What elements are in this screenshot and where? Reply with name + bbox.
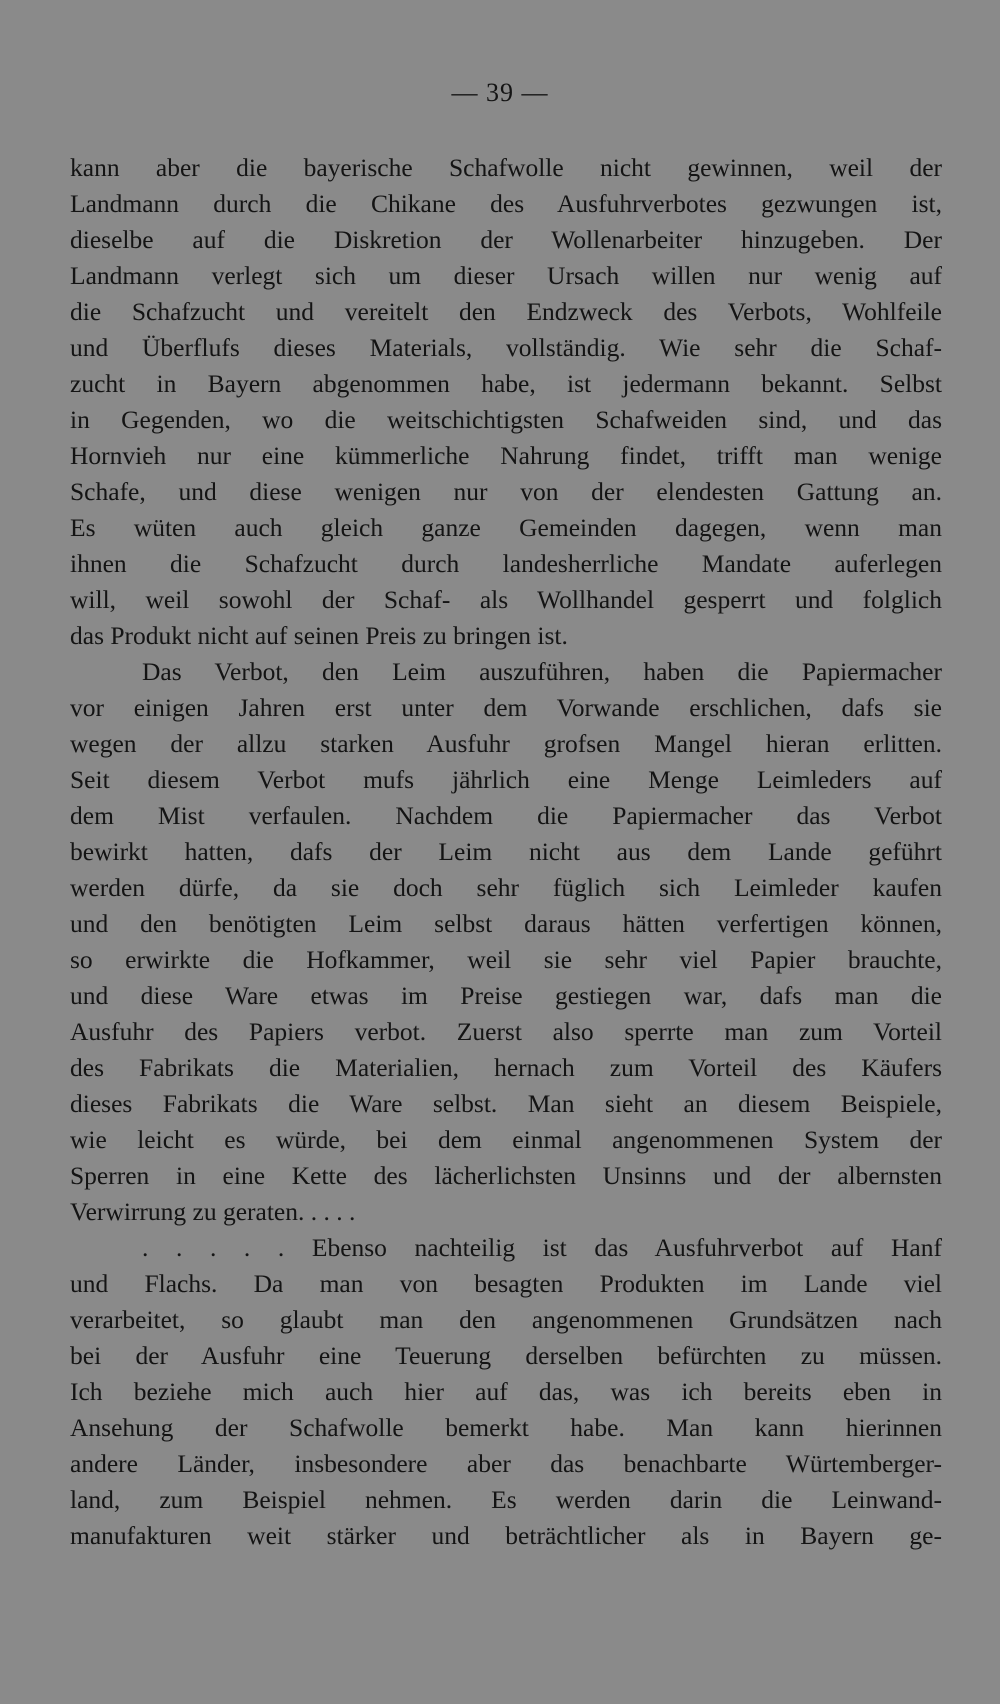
- text-line: bei der Ausfuhr eine Teuerung derselben befürchten zu müssen.: [70, 1341, 942, 1370]
- text-line: Es wüten auch gleich ganze Gemeinden dagegen, wenn man: [70, 513, 942, 542]
- text-line: das Produkt nicht auf seinen Preis zu bringen ist.: [70, 621, 568, 650]
- text-line: so erwirkte die Hofkammer, weil sie sehr viel Papier brauchte,: [70, 945, 942, 974]
- text-line: will, weil sowohl der Schaf- als Wollhandel gesperrt und folglich: [70, 585, 942, 614]
- text-line: Ausfuhr des Papiers verbot. Zuerst also sperrte man zum Vorteil: [70, 1017, 942, 1046]
- text-line: wegen der allzu starken Ausfuhr grofsen Mangel hieran erlitten.: [70, 729, 942, 758]
- text-line: dieselbe auf die Diskretion der Wollenarbeiter hinzugeben. Der: [70, 225, 942, 254]
- text-line: des Fabrikats die Materialien, hernach zum Vorteil des Käufers: [70, 1053, 942, 1082]
- text-line: dieses Fabrikats die Ware selbst. Man sieht an diesem Beispiele,: [70, 1089, 942, 1118]
- text-line: und diese Ware etwas im Preise gestiegen war, dafs man die: [70, 981, 942, 1010]
- text-line: werden dürfe, da sie doch sehr füglich sich Leimleder kaufen: [70, 873, 942, 902]
- text-line: andere Länder, insbesondere aber das benachbarte Würtemberger-: [70, 1449, 942, 1478]
- text-line: wie leicht es würde, bei dem einmal angenommenen System der: [70, 1125, 942, 1154]
- text-line: ihnen die Schafzucht durch landesherrliche Mandate auferlegen: [70, 549, 942, 578]
- text-line: in Gegenden, wo die weitschichtigsten Schafweiden sind, und das: [70, 405, 942, 434]
- text-line: Ansehung der Schafwolle bemerkt habe. Man kann hierinnen: [70, 1413, 942, 1442]
- text-line: und Flachs. Da man von besagten Produkten im Lande viel: [70, 1269, 942, 1298]
- text-line: Hornvieh nur eine kümmerliche Nahrung findet, trifft man wenige: [70, 441, 942, 470]
- text-line: zucht in Bayern abgenommen habe, ist jedermann bekannt. Selbst: [70, 369, 942, 398]
- text-line: Seit diesem Verbot mufs jährlich eine Menge Leimleders auf: [70, 765, 942, 794]
- text-line: manufakturen weit stärker und beträchtlicher als in Bayern ge-: [70, 1521, 942, 1550]
- text-line: Schafe, und diese wenigen nur von der elendesten Gattung an.: [70, 477, 942, 506]
- text-line: dem Mist verfaulen. Nachdem die Papiermacher das Verbot: [70, 801, 942, 830]
- text-line: und Überflufs dieses Materials, vollständig. Wie sehr die Schaf-: [70, 333, 942, 362]
- text-line: vor einigen Jahren erst unter dem Vorwande erschlichen, dafs sie: [70, 693, 942, 722]
- text-line: Ich beziehe mich auch hier auf das, was ich bereits eben in: [70, 1377, 942, 1406]
- text-line: die Schafzucht und vereitelt den Endzweck des Verbots, Wohlfeile: [70, 297, 942, 326]
- text-line: und den benötigten Leim selbst daraus hätten verfertigen können,: [70, 909, 942, 938]
- text-line: Verwirrung zu geraten. . . . .: [70, 1197, 356, 1226]
- page-number: — 39 —: [451, 78, 549, 107]
- text-line: verarbeitet, so glaubt man den angenommenen Grundsätzen nach: [70, 1305, 942, 1334]
- text-line: . . . . . Ebenso nachteilig ist das Ausfuhrverbot auf Hanf: [142, 1233, 942, 1262]
- text-line: bewirkt hatten, dafs der Leim nicht aus dem Lande geführt: [70, 837, 942, 866]
- text-line: kann aber die bayerische Schafwolle nicht gewinnen, weil der: [70, 153, 942, 182]
- text-line: Sperren in eine Kette des lächerlichsten Unsinns und der albernsten: [70, 1161, 942, 1190]
- text-line: land, zum Beispiel nehmen. Es werden darin die Leinwand-: [70, 1485, 942, 1514]
- body-text: [70, 150, 942, 1554]
- text-line: Das Verbot, den Leim auszuführen, haben die Papiermacher: [142, 657, 942, 686]
- text-line: Landmann durch die Chikane des Ausfuhrverbotes gezwungen ist,: [70, 189, 942, 218]
- text-line: Landmann verlegt sich um dieser Ursach willen nur wenig auf: [70, 261, 942, 290]
